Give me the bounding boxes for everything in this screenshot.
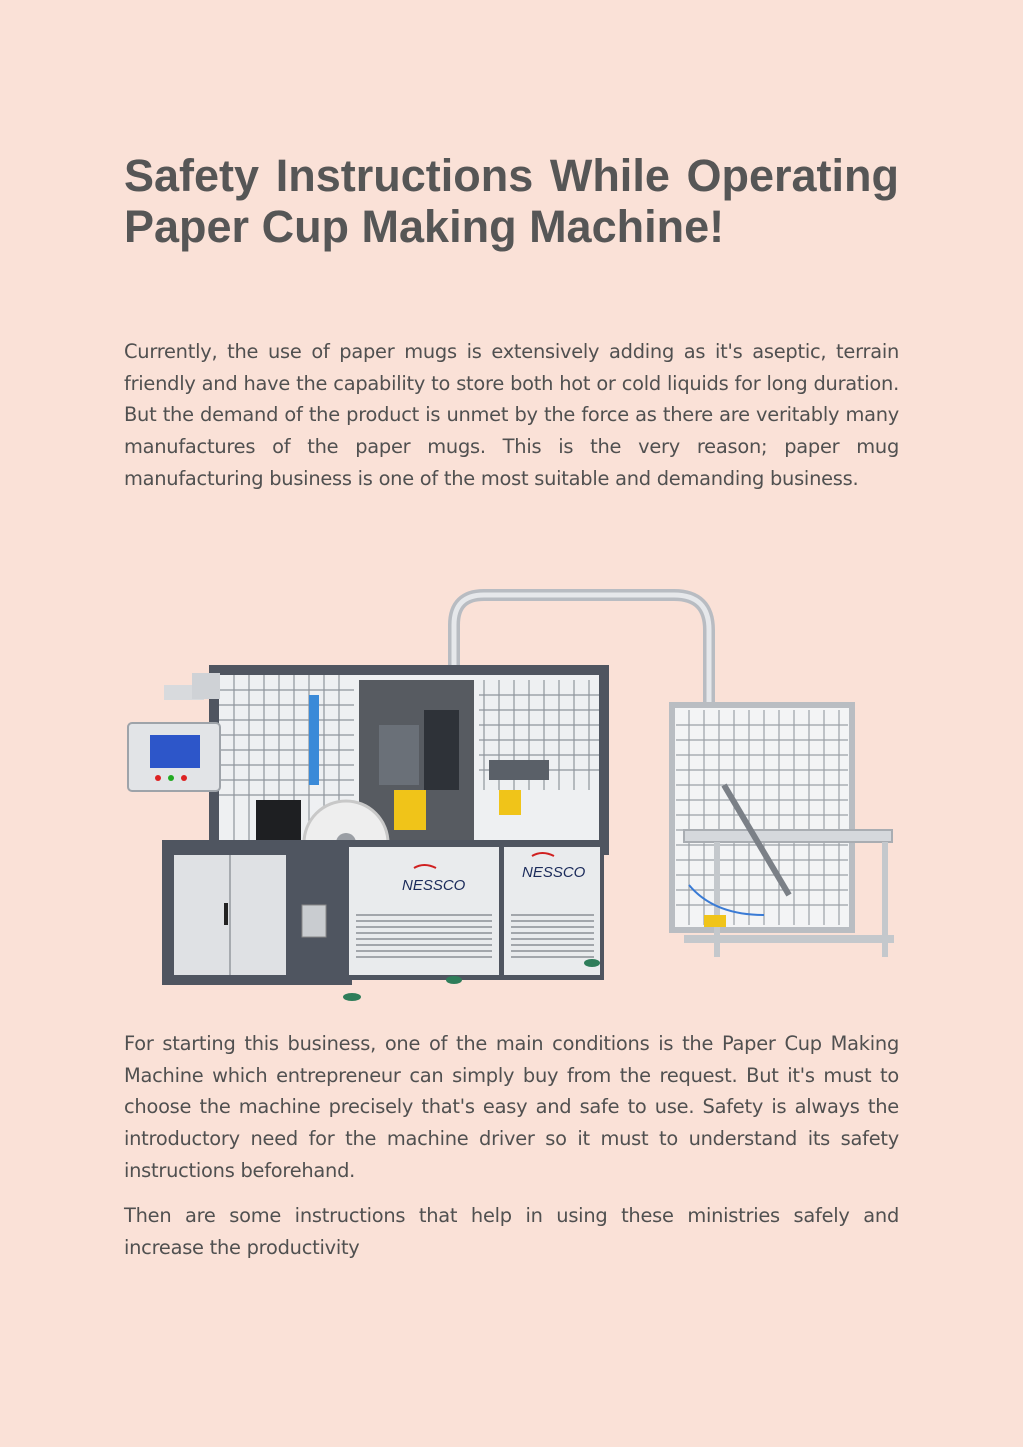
intro-paragraph: Currently, the use of paper mugs is extensively adding as it's aseptic, terrain friendly and have the capability to store both hot or cold liquids for long duration. But the demand of the product is unmet by the force as there are veritably many manufactures of the paper mugs. This is the very reason; paper mug manufacturing business is one of the most suitable and demanding business. (124, 340, 899, 490)
paper-cup-machine-image (124, 585, 899, 1005)
page-title: Safety Instructions While Operating Paper Cup Making Machine! (124, 150, 899, 252)
instructions-intro-paragraph: Then are some instructions that help in using these ministries safely and increase the productivity (124, 1204, 899, 1259)
business-paragraph: For starting this business, one of the main conditions is the Paper Cup Making Machine which entrepreneur can simply buy from the request. But it's must to choose the machine precisely that's easy and safe to use. Safety is always the introductory need for the machine driver so it must to understand its safety instructions beforehand. (124, 1032, 899, 1182)
brand-label-left: NESSCO (402, 877, 466, 894)
brand-label-right: NESSCO (522, 864, 586, 881)
